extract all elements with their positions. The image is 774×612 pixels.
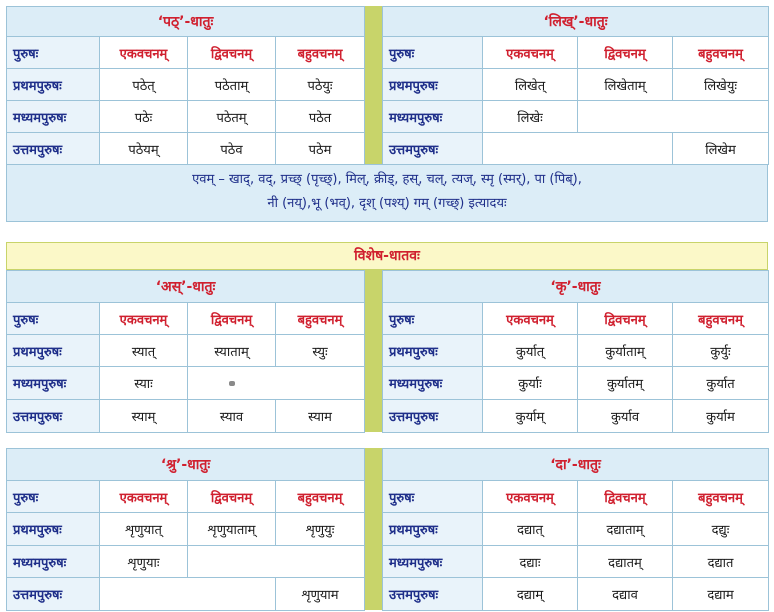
cell: पठेव <box>188 133 276 165</box>
cell: कुर्यात् <box>483 335 578 367</box>
ekavachana-header: एकवचनम् <box>483 37 578 69</box>
cell: कुर्याम <box>673 400 769 433</box>
cell: पठेताम् <box>188 69 276 101</box>
prathama-label: प्रथमपुरुषः <box>383 69 483 101</box>
example-roots-note <box>6 164 768 222</box>
madhyama-label: मध्यमपुरुषः <box>7 546 100 578</box>
ekavachana-header: एकवचनम् <box>100 37 188 69</box>
cell: लिखेम <box>673 133 769 165</box>
dvivachana-header: द्विवचनम् <box>578 481 673 513</box>
dvivachana-header: द्विवचनम् <box>188 481 276 513</box>
purusha-header: पुरुषः <box>383 303 483 335</box>
ekavachana-header: एकवचनम् <box>483 303 578 335</box>
cell: दद्याम् <box>483 578 578 611</box>
blank-cell <box>578 133 673 165</box>
table-title: ‘पठ्’-धातुः <box>7 7 365 37</box>
blank-cell <box>483 133 578 165</box>
table-da <box>382 448 769 611</box>
bahuvachana-header: बहुवचनम् <box>673 37 769 69</box>
prathama-label: प्रथमपुरुषः <box>7 69 100 101</box>
cell: स्याम <box>276 400 365 433</box>
bahuvachana-header: बहुवचनम् <box>276 481 365 513</box>
cell: लिखेः <box>483 101 578 133</box>
cell: दद्याम <box>673 578 769 611</box>
cell: लिखेताम् <box>578 69 673 101</box>
cell: कुर्युः <box>673 335 769 367</box>
ekavachana-header: एकवचनम् <box>483 481 578 513</box>
cell: शृणुयाः <box>100 546 188 578</box>
uttama-label: उत्तमपुरुषः <box>383 400 483 433</box>
dvivachana-header: द्विवचनम् <box>188 303 276 335</box>
table-likh <box>382 6 769 165</box>
purusha-header: पुरुषः <box>7 37 100 69</box>
uttama-label: उत्तमपुरुषः <box>7 400 100 433</box>
table-shru <box>6 448 365 611</box>
cell: स्यात् <box>100 335 188 367</box>
cell: दद्युः <box>673 513 769 546</box>
cell: शृणुयाम <box>276 578 365 611</box>
madhyama-label: मध्यमपुरुषः <box>7 101 100 133</box>
cell: शृणुयुः <box>276 513 365 546</box>
cell: कुर्याताम् <box>578 335 673 367</box>
cell: शृणुयाताम् <box>188 513 276 546</box>
blank-cell <box>100 578 188 611</box>
cell: दद्यात <box>673 546 769 578</box>
purusha-header: पुरुषः <box>7 303 100 335</box>
uttama-label: उत्तमपुरुषः <box>7 133 100 165</box>
table-kri <box>382 270 769 433</box>
cell: दद्याव <box>578 578 673 611</box>
ink-smudge <box>229 381 235 386</box>
cell: स्युः <box>276 335 365 367</box>
uttama-label: उत्तमपुरुषः <box>7 578 100 611</box>
prathama-label: प्रथमपुरुषः <box>383 513 483 546</box>
cell: दद्यात् <box>483 513 578 546</box>
cell: पठेत् <box>100 69 188 101</box>
table-as <box>6 270 365 433</box>
purusha-header: पुरुषः <box>383 481 483 513</box>
cell: कुर्याः <box>483 367 578 400</box>
bahuvachana-header: बहुवचनम् <box>276 303 365 335</box>
bahuvachana-header: बहुवचनम् <box>673 481 769 513</box>
note-line-2: नी (नय्),भू (भव्), दृश् (पश्य्) गम् (गच्छ्) इत्यादयः <box>267 196 507 211</box>
cell: स्याः <box>100 367 188 400</box>
dvivachana-header: द्विवचनम् <box>578 303 673 335</box>
bahuvachana-header: बहुवचनम् <box>276 37 365 69</box>
table-title: ‘दा’-धातुः <box>383 449 769 481</box>
cell: स्याम् <box>100 400 188 433</box>
table-title: ‘श्रु’-धातुः <box>7 449 365 481</box>
blank-cell <box>188 546 276 578</box>
cell: पठेयम् <box>100 133 188 165</box>
ekavachana-header: एकवचनम् <box>100 481 188 513</box>
prathama-label: प्रथमपुरुषः <box>383 335 483 367</box>
uttama-label: उत्तमपुरुषः <box>383 133 483 165</box>
cell: लिखेत् <box>483 69 578 101</box>
cell: कुर्यात <box>673 367 769 400</box>
cell: स्याव <box>188 400 276 433</box>
cell: पठेयुः <box>276 69 365 101</box>
dvivachana-header: द्विवचनम् <box>578 37 673 69</box>
cell: दद्याः <box>483 546 578 578</box>
table-title: ‘अस्’-धातुः <box>7 271 365 303</box>
prathama-label: प्रथमपुरुषः <box>7 513 100 546</box>
uttama-label: उत्तमपुरुषः <box>383 578 483 611</box>
cell: दद्यातम् <box>578 546 673 578</box>
blank-cell <box>188 367 276 400</box>
cell: कुर्याव <box>578 400 673 433</box>
special-roots-banner: विशेष-धातवः <box>6 242 768 270</box>
blank-cell <box>578 101 673 133</box>
madhyama-label: मध्यमपुरुषः <box>383 101 483 133</box>
madhyama-label: मध्यमपुरुषः <box>383 367 483 400</box>
cell: शृणुयात् <box>100 513 188 546</box>
cell: पठेम <box>276 133 365 165</box>
table-path <box>6 6 365 165</box>
cell: पठेत <box>276 101 365 133</box>
cell: पठेः <box>100 101 188 133</box>
divider-middle <box>364 270 382 432</box>
madhyama-label: मध्यमपुरुषः <box>7 367 100 400</box>
cell: लिखेयुः <box>673 69 769 101</box>
madhyama-label: मध्यमपुरुषः <box>383 546 483 578</box>
blank-cell <box>276 367 365 400</box>
prathama-label: प्रथमपुरुषः <box>7 335 100 367</box>
cell: कुर्याम् <box>483 400 578 433</box>
table-title: ‘कृ’-धातुः <box>383 271 769 303</box>
blank-cell <box>188 578 276 611</box>
note-line-1: एवम् – खाद्, वद्, प्रच्छ् (पृच्छ्), मिल्, क्रीड्, हस्, चल्, त्यज्, स्मृ (स्मर्), पा (पिब्), <box>192 172 582 187</box>
purusha-header: पुरुषः <box>7 481 100 513</box>
blank-cell <box>673 101 769 133</box>
ekavachana-header: एकवचनम् <box>100 303 188 335</box>
dvivachana-header: द्विवचनम् <box>188 37 276 69</box>
cell: कुर्यातम् <box>578 367 673 400</box>
cell: पठेतम् <box>188 101 276 133</box>
table-title: ‘लिख्’-धातुः <box>383 7 769 37</box>
cell: स्याताम् <box>188 335 276 367</box>
divider-top <box>364 6 382 164</box>
divider-bottom <box>364 448 382 610</box>
blank-cell <box>276 546 365 578</box>
cell: दद्याताम् <box>578 513 673 546</box>
purusha-header: पुरुषः <box>383 37 483 69</box>
bahuvachana-header: बहुवचनम् <box>673 303 769 335</box>
